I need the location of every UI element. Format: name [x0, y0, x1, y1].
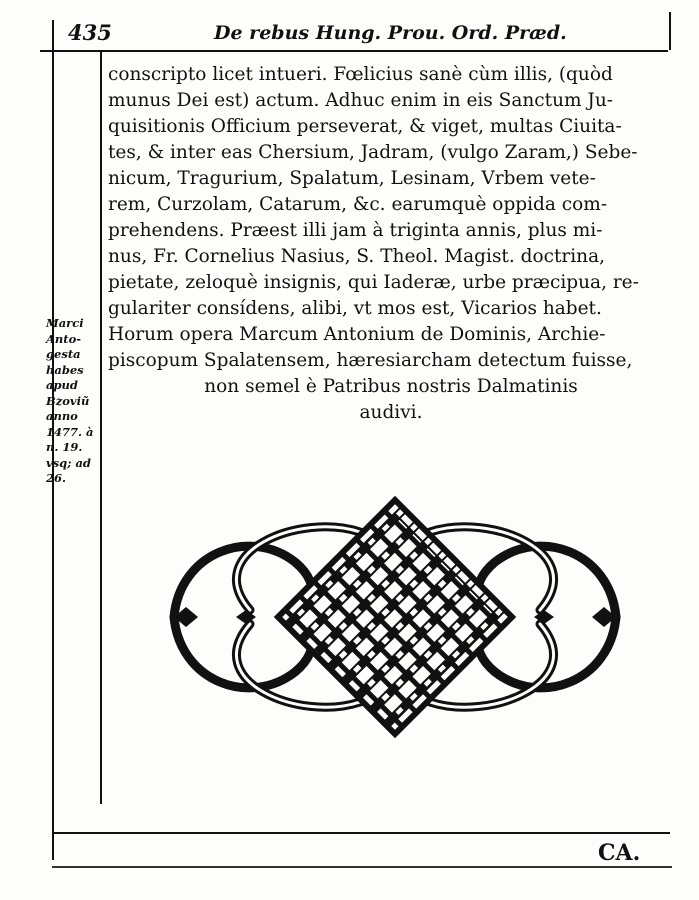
- page-number: 435: [68, 20, 112, 45]
- margin-note-line: Marci: [46, 316, 84, 330]
- margin-note-line: Bzoviũ: [46, 393, 90, 408]
- text-line: prehendens. Præest illi jam à triginta annis, plus mi-: [108, 220, 603, 241]
- text-line: pietate, zeloquè insignis, qui Iaderæ, urbe præcipua, re-: [108, 272, 639, 293]
- text-line: gulariter consídens, alibi, vt mos est, Vicarios habet.: [108, 298, 602, 319]
- text-line: piscopum Spalatensem, hæresiarcham detectum fuisse,: [108, 350, 633, 371]
- margin-note-line: Anto-: [46, 331, 82, 346]
- margin-note-line: habes: [46, 362, 84, 377]
- margin-note-line: 26.: [46, 471, 67, 485]
- header-rule: [40, 50, 668, 52]
- body-text: [108, 62, 674, 426]
- right-header-rule: [669, 12, 671, 50]
- footer-rule: [52, 866, 672, 868]
- text-line: quisitionis Officium perseverat, & viget, multas Ciuita-: [108, 116, 622, 137]
- bottom-frame-rule: [52, 832, 670, 834]
- interlace-knot-ornament-icon: [160, 492, 630, 742]
- margin-note-line: gesta: [46, 347, 81, 361]
- text-line: audivi.: [359, 402, 423, 423]
- text-line: tes, & inter eas Chersium, Jadram, (vulgo Zaram,) Sebe-: [108, 142, 638, 163]
- margin-note-line: apud: [46, 378, 78, 392]
- catchword: CA.: [598, 840, 641, 866]
- margin-note-line: n. 19.: [46, 440, 83, 454]
- text-line: Horum opera Marcum Antonium de Dominis, Archie-: [108, 324, 606, 345]
- text-line: munus Dei est) actum. Adhuc enim in eis Sanctum Ju-: [108, 90, 614, 111]
- text-line: rem, Curzolam, Catarum, &c. earumquè oppida com-: [108, 194, 608, 215]
- text-line: conscripto licet intueri. Fœlicius sanè cùm illis, (quòd: [108, 64, 613, 85]
- margin-note-line: 1477. à: [46, 424, 94, 439]
- margin-column-rule: [100, 52, 102, 804]
- margin-note-line: anno: [46, 409, 78, 423]
- text-line: non semel è Patribus nostris Dalmatinis: [204, 376, 578, 397]
- text-line: nicum, Tragurium, Spalatum, Lesinam, Vrbem vete-: [108, 168, 596, 189]
- running-head: De rebus Hung. Prou. Ord. Præd.: [214, 22, 567, 44]
- text-line: nus, Fr. Cornelius Nasius, S. Theol. Magist. doctrina,: [108, 246, 605, 267]
- margin-note: [46, 316, 96, 487]
- margin-note-line: vsq; ad: [46, 455, 91, 470]
